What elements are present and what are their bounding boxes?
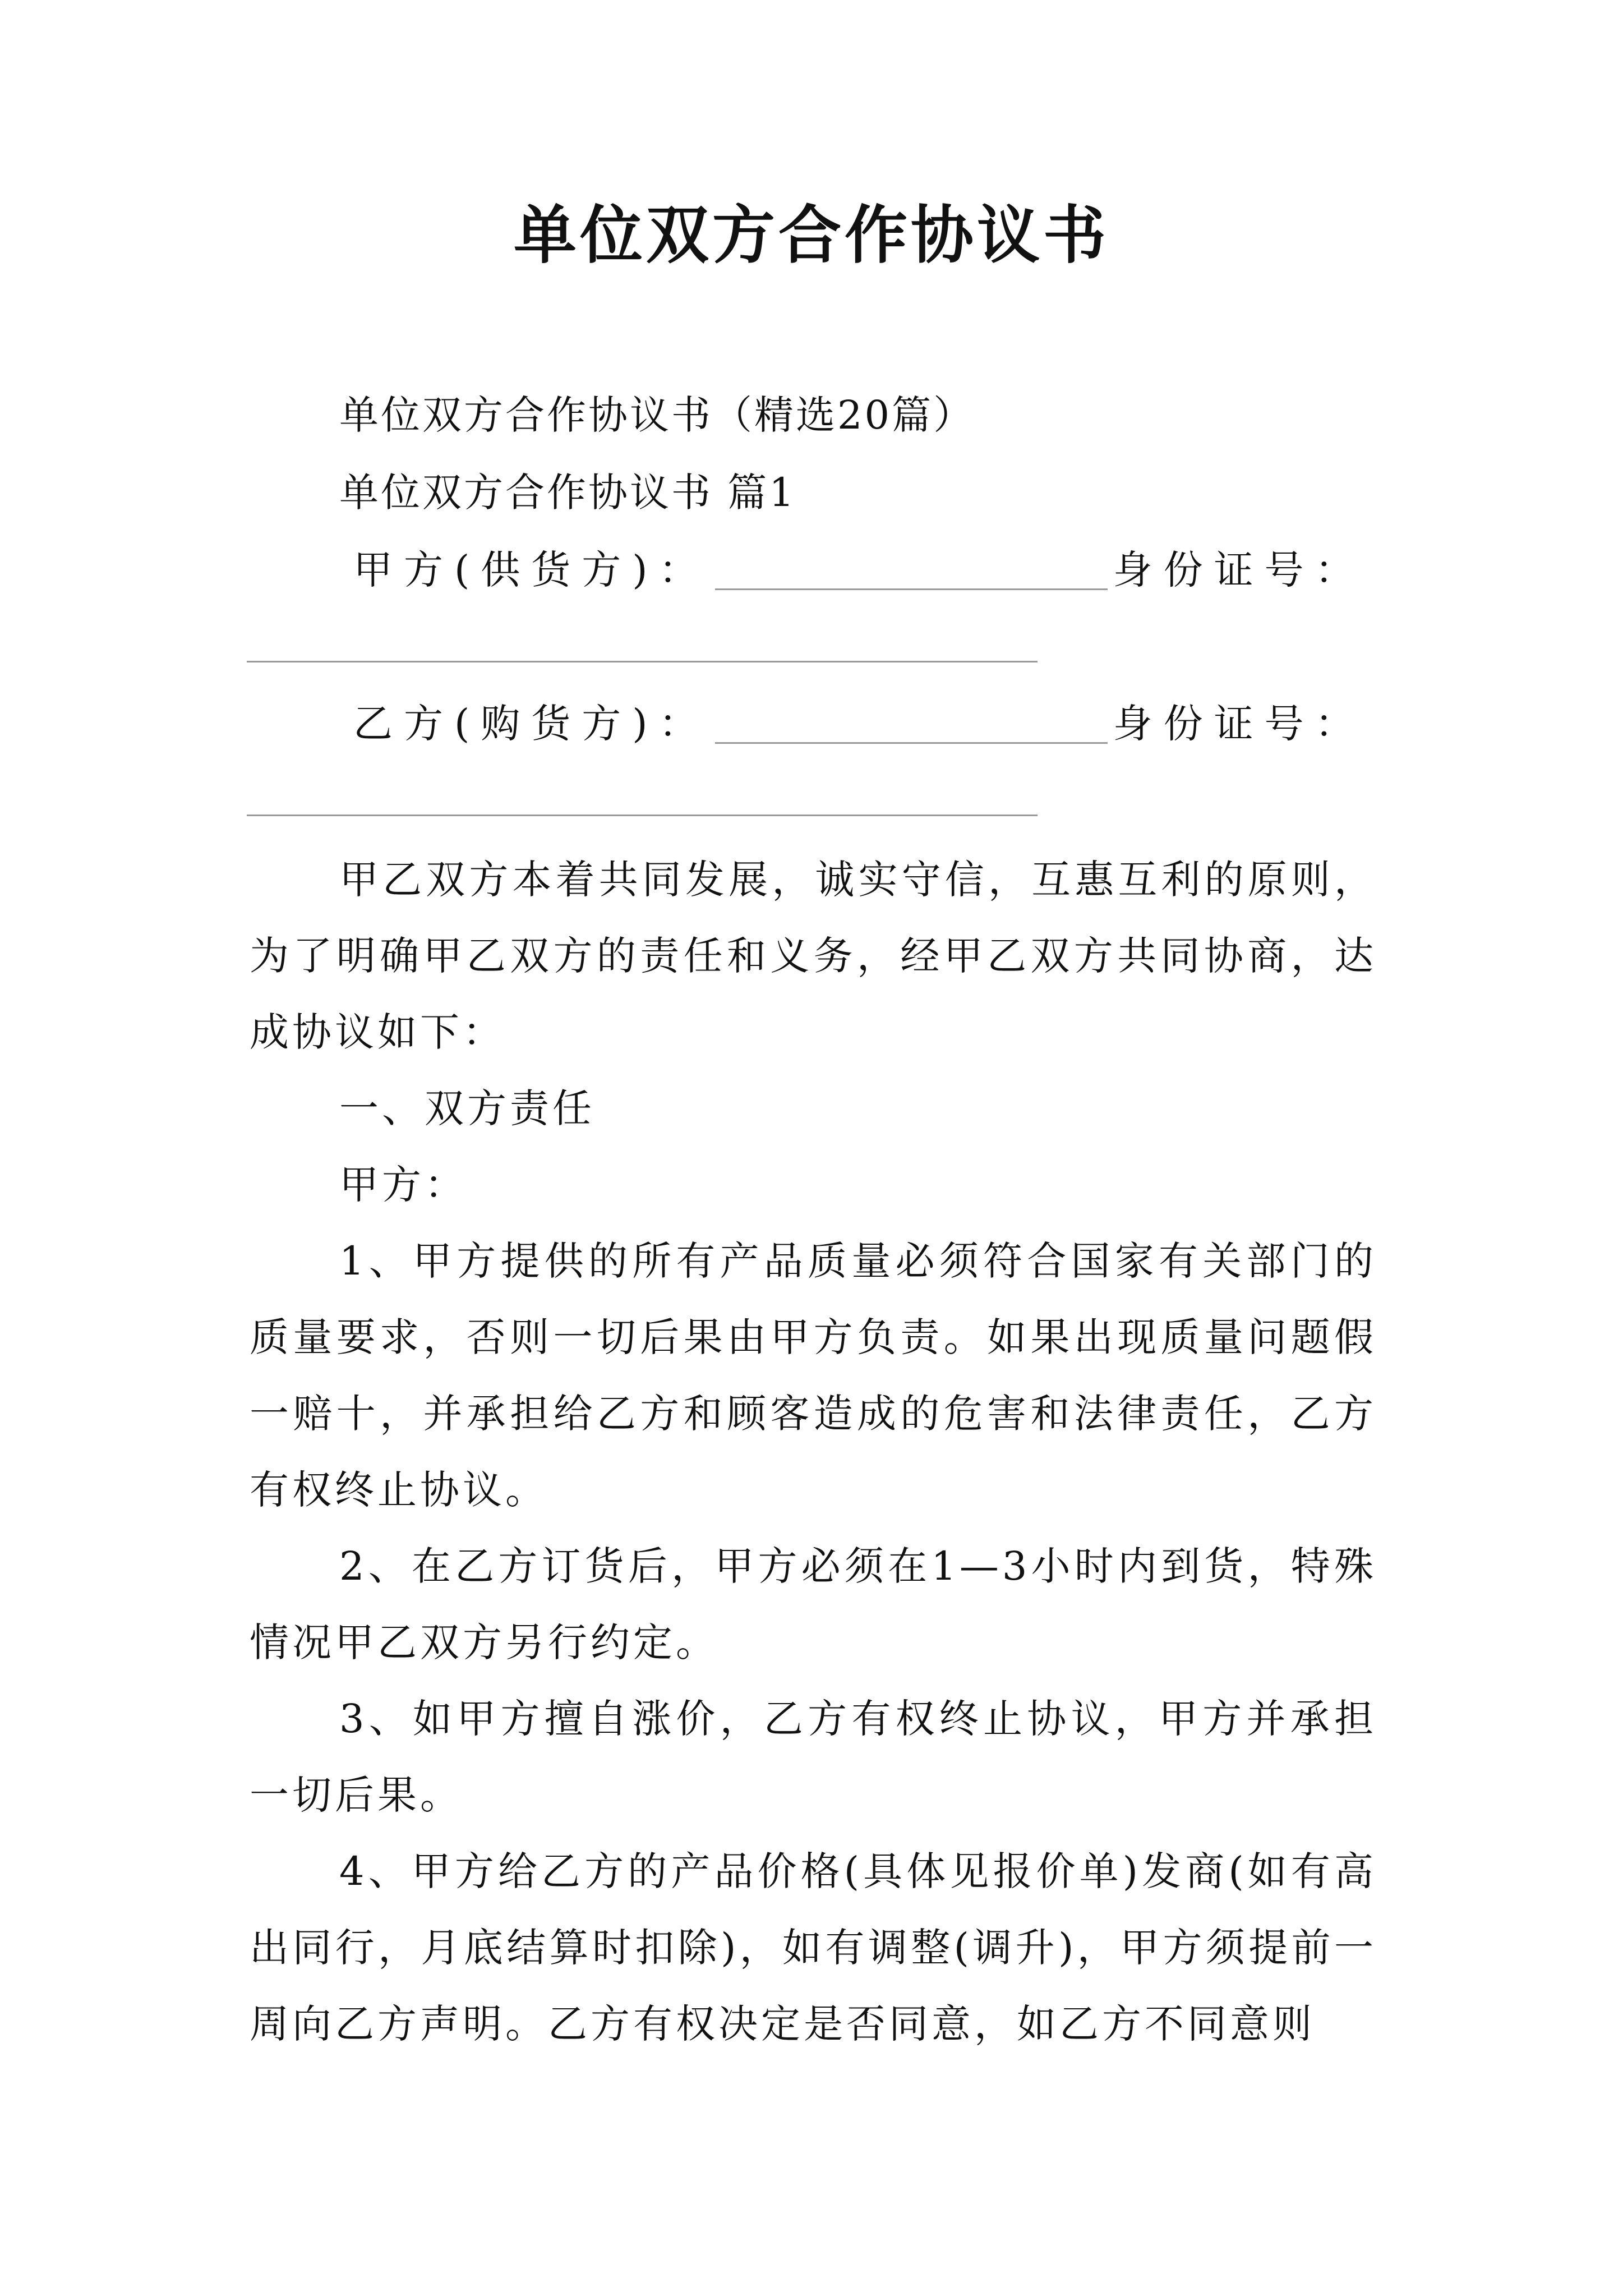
clause-4: 4、甲方给乙方的产品价格(具体见报价单)发商(如有高出同行，月底结算时扣除)，如有调整(调升)，甲方须提前一周向乙方声明。乙方有权决定是否同意，如乙方不同意则 [250, 1848, 1377, 2047]
section-one-heading: 一、双方责任 [339, 1085, 595, 1131]
party-a-row [353, 542, 1374, 598]
party-a-label: 甲方(供货方)： [353, 547, 709, 593]
party-b-id-blank [247, 815, 1038, 816]
document-title: 单位双方合作协议书 [514, 199, 1109, 272]
intro-paragraph: 甲乙双方本着共同发展，诚实守信，互惠互利的原则，为了明确甲乙双方的责任和义务，经甲乙双方共同协商，达成协议如下： [250, 857, 1377, 1055]
party-a-heading: 甲方： [339, 1162, 467, 1208]
party-a-id-blank [247, 661, 1038, 662]
party-b-label: 乙方(购货方)： [353, 701, 709, 747]
party-b-id-label: 身份证号： [1113, 701, 1366, 747]
party-b-name-blank [715, 702, 1108, 744]
document-subtitle: 单位双方合作协议书（精选20篇） [339, 392, 975, 438]
party-a-name-blank [715, 548, 1108, 590]
clause-1: 1、甲方提供的所有产品质量必须符合国家有关部门的质量要求，否则一切后果由甲方负责。如果出现质量问题假一赔十，并承担给乙方和顾客造成的危害和法律责任，乙方有权终止协议。 [250, 1238, 1377, 1513]
section-heading: 单位双方合作协议书 篇1 [339, 470, 796, 516]
clause-3: 3、如甲方擅自涨价，乙方有权终止协议，甲方并承担一切后果。 [250, 1696, 1377, 1818]
clause-2: 2、在乙方订货后，甲方必须在1—3小时内到货，特殊情况甲乙双方另行约定。 [250, 1543, 1377, 1665]
party-a-id-label: 身份证号： [1113, 547, 1366, 593]
party-b-row [353, 696, 1374, 752]
